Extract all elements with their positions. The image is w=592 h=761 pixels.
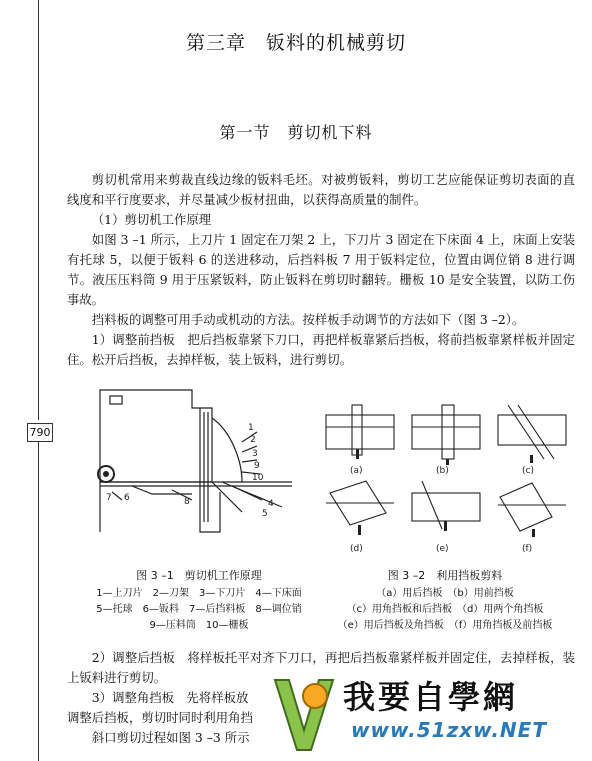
figure2-title: 图 3 –2 利用挡板剪料 bbox=[387, 569, 503, 582]
figure1-caption bbox=[84, 568, 314, 634]
watermark-text: 我要自學網 bbox=[343, 678, 519, 716]
callout-label: 8 bbox=[184, 497, 190, 507]
panel-label: (a) bbox=[350, 466, 363, 476]
paragraph: 如图 3 –1 所示，上刀片 1 固定在刀架 2 上，下刀片 3 固定在下床面 4 上，床面上安装有托球 5，以便于钣料 6 的送进移动，后挡料板 7 用于钣料定位，位置由调位销 8 进行调节。液压压料筒 9 用于压紧钣料，防止钣料在剪切时翻转。栅板 10 是安全装置，以防工伤事故。 bbox=[67, 232, 575, 307]
callout-label: 5 bbox=[262, 509, 268, 519]
paragraph: 斜口剪切过程如图 3 –3 所示 bbox=[91, 730, 250, 745]
figure1-legend-line: 9—压料筒 10—栅板 bbox=[149, 620, 249, 631]
paragraph: 2）调整后挡板 将样板托平对齐下刀口，再把后挡板靠紧样板并固定住，去掉样板，装上钣料进行剪切。 bbox=[67, 650, 575, 685]
callout-label: 6 bbox=[124, 493, 130, 503]
panel-label: (e) bbox=[436, 544, 449, 554]
shear-machine-diagram bbox=[92, 382, 296, 554]
site-watermark bbox=[265, 668, 592, 761]
callout-label: 9 bbox=[254, 461, 260, 471]
callout-label: 7 bbox=[106, 493, 112, 503]
page-number: 790 bbox=[27, 423, 53, 442]
callout-label: 10 bbox=[252, 473, 264, 483]
figure1-title: 图 3 –1 剪切机工作原理 bbox=[136, 569, 262, 582]
watermark-url: www.51zxw.NET bbox=[351, 718, 547, 742]
paragraph: 1）调整前挡板 把后挡板靠紧下刀口，再把样板靠紧后挡板，将前挡板靠紧样板并固定住。松开后挡板，去掉样板，装上钣料，进行剪切。 bbox=[67, 332, 575, 367]
watermark-logo-icon bbox=[271, 674, 339, 754]
callout-label: 4 bbox=[268, 499, 274, 509]
figure2-legend-line: （a）用后挡板 （b）用前挡板 bbox=[376, 588, 514, 599]
chapter-title: 第三章 钣料的机械剪切 bbox=[185, 32, 406, 54]
figure2-legend-line: （c）用角挡板和后挡板 （d）用两个角挡板 bbox=[346, 604, 544, 615]
panel-label: (f) bbox=[522, 544, 533, 554]
paragraph: 3）调整角挡板 先将样板放 bbox=[91, 690, 249, 705]
body-text-top bbox=[67, 170, 575, 370]
figure2-legend-line: （e）用后挡板及角挡板 （f）用角挡板及前挡板 bbox=[337, 620, 553, 631]
figure2-caption bbox=[320, 568, 570, 634]
paragraph: 挡料板的调整可用手动或机动的方法。按样板手动调节的方法如下（图 3 –2）。 bbox=[91, 312, 525, 327]
paragraph: 剪切机常用来剪裁直线边缘的钣料毛坯。对被剪钣料，剪切工艺应能保证剪切表面的直线度和平行度要求，并尽量减少板材扭曲，以获得高质量的制件。 bbox=[67, 172, 575, 207]
paragraph: 调整后挡板，剪切时同时利用角挡 bbox=[67, 710, 253, 725]
panel-label: (c) bbox=[522, 466, 534, 476]
callout-label: 2 bbox=[250, 435, 256, 445]
callout-label: 1 bbox=[248, 423, 254, 433]
guide-plate-diagram bbox=[322, 397, 570, 557]
figure1-legend-line: 5—托球 6—钣料 7—后挡料板 8—调位销 bbox=[96, 604, 302, 615]
panel-label: (d) bbox=[350, 544, 363, 554]
figure1-legend-line: 1—上刀片 2—刀架 3—下刀片 4—下床面 bbox=[96, 588, 302, 599]
panel-label: (b) bbox=[436, 466, 449, 476]
margin-rule-bottom bbox=[38, 440, 39, 761]
callout-label: 3 bbox=[252, 449, 258, 459]
paragraph: （1）剪切机工作原理 bbox=[91, 212, 212, 227]
section-title: 第一节 剪切机下料 bbox=[219, 123, 373, 142]
margin-rule-top bbox=[38, 0, 39, 420]
